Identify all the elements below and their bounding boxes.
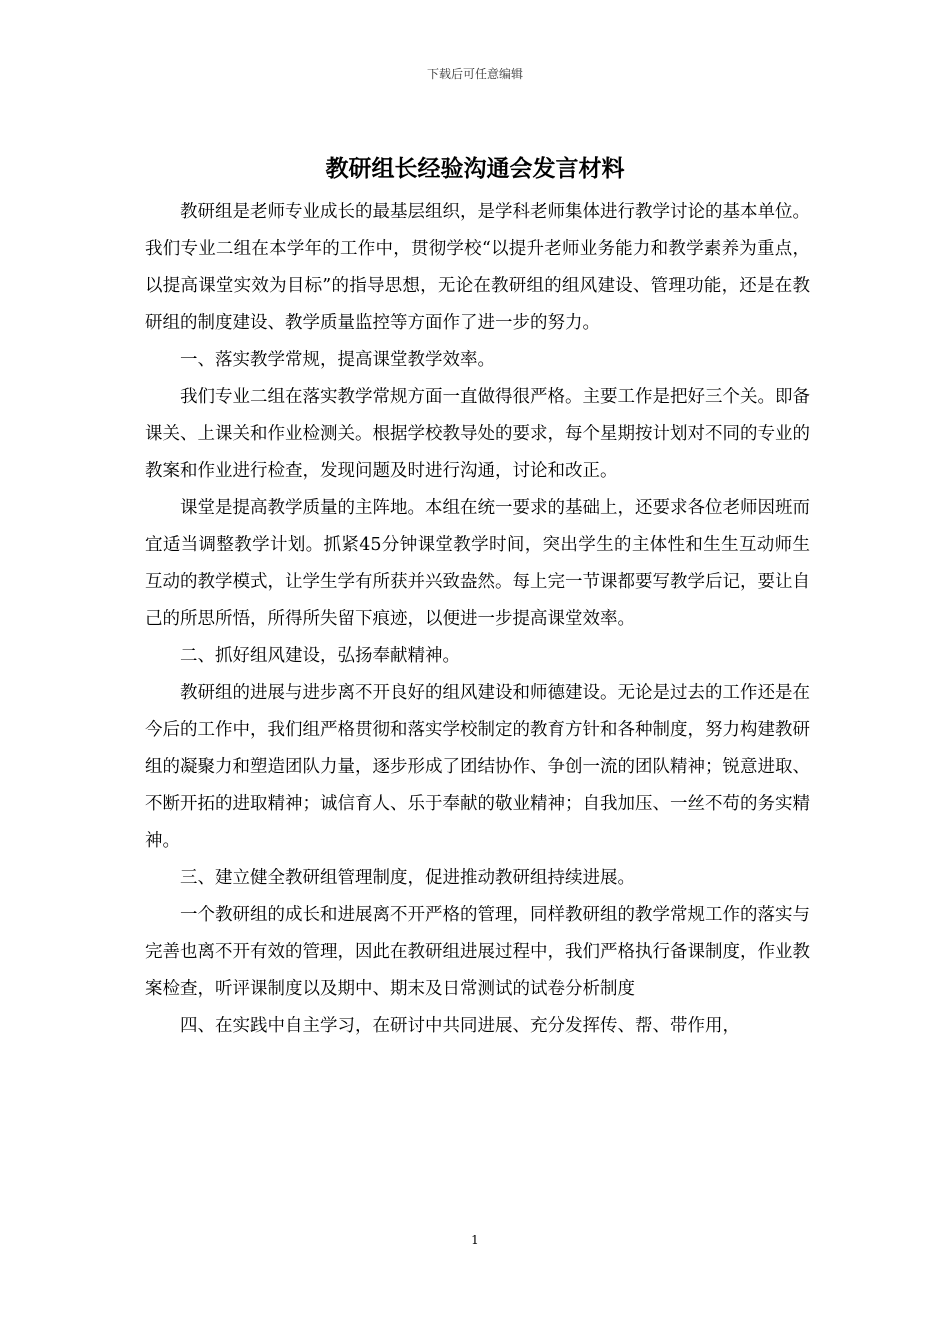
paragraph: 一个教研组的成长和进展离不开严格的管理，同样教研组的教学常规工作的落实与完善也离不开有效的管理，因此在教研组进展过程中，我们严格执行备课制度，作业教案检查，听评课制度以及期中、期末及日常测试的试卷分析制度 [145,905,810,999]
paragraph: 课堂是提高教学质量的主阵地。本组在统一要求的基础上，还要求各位老师因班而宜适当调整教学计划。抓紧45分钟课堂教学时间，突出学生的主体性和生生互动师生互动的教学模式，让学生学有所获并兴致盎然。每上完一节课都要写教学后记，要让自己的所思所悟，所得所失留下痕迹，以便进一步提高课堂效率。 [145,498,810,629]
section-heading-2: 二、抓好组风建设，弘扬奉献精神。 [180,646,460,666]
document-body [145,194,810,1045]
paragraph: 教研组的进展与进步离不开良好的组风建设和师德建设。无论是过去的工作还是在今后的工作中，我们组严格贯彻和落实学校制定的教育方针和各种制度，努力构建教研组的凝聚力和塑造团队力量，逐步形成了团结协作、争创一流的团队精神；锐意进取、不断开拓的进取精神；诚信育人、乐于奉献的敬业精神；自我加压、一丝不苟的务实精神。 [145,683,810,851]
section-heading-3: 三、建立健全教研组管理制度，促进推动教研组持续进展。 [180,868,635,888]
page-number: 1 [471,1233,479,1247]
paragraph-intro: 教研组是老师专业成长的最基层组织，是学科老师集体进行教学讨论的基本单位。我们专业二组在本学年的工作中，贯彻学校“以提升老师业务能力和教学素养为重点，以提高课堂实效为目标”的指导思想，无论在教研组的组风建设、管理功能，还是在教研组的制度建设、教学质量监控等方面作了进一步的努力。 [145,202,810,333]
paragraph: 我们专业二组在落实教学常规方面一直做得很严格。主要工作是把好三个关。即备课关、上课关和作业检测关。根据学校教导处的要求，每个星期按计划对不同的专业的教案和作业进行检查，发现问题及时进行沟通，讨论和改正。 [145,387,810,481]
document-title: 教研组长经验沟通会发言材料 [325,155,625,182]
section-heading-4: 四、在实践中自主学习，在研讨中共同进展、充分发挥传、帮、带作用， [180,1016,740,1036]
section-heading-1: 一、落实教学常规，提高课堂教学效率。 [180,350,495,370]
header-note: 下载后可任意编辑 [426,67,523,81]
